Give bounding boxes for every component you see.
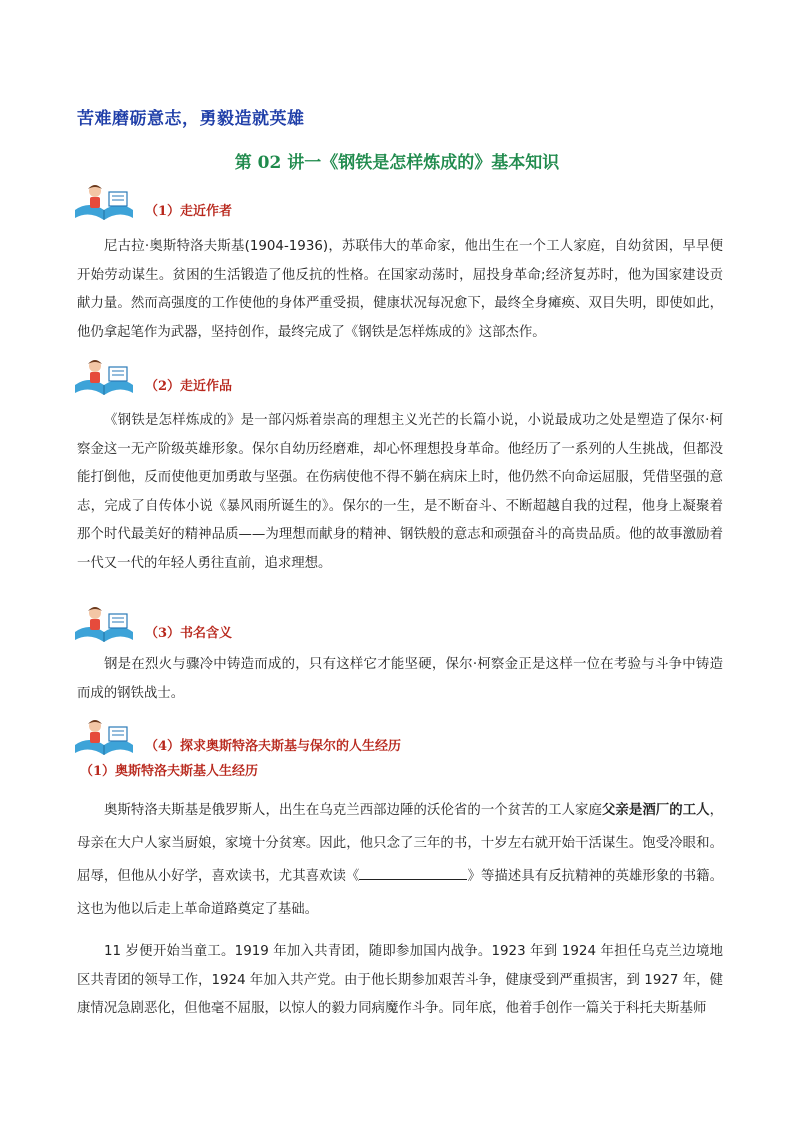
reading-child-icon	[73, 715, 135, 759]
life-bold-text: 父亲是酒厂的工人	[601, 803, 710, 818]
section-heading-work	[73, 355, 673, 399]
section-label: （1）走近作者	[145, 204, 233, 219]
life-text: ，母亲在大户人家当厨娘，家境十分贫寒。因此，他只念了三年的书，十岁左右就开始干活谋生。饱受冷眼和。屈辱，但他从小好学，喜欢读书，尤其喜欢读《	[77, 803, 724, 884]
section-heading-author	[73, 180, 673, 224]
header-title: 苦难磨砺意志，勇毅造就英雄	[77, 109, 305, 129]
fill-in-blank[interactable]	[359, 866, 467, 880]
meaning-paragraph: 钢是在烈火与骤冷中铸造而成的，只有这样它才能坚硬，保尔·柯察金正是这样一位在考验与斗争中铸造而成的钢铁战士。	[77, 657, 723, 701]
section-label: （2）走近作品	[145, 379, 233, 394]
section-heading-title-meaning	[73, 602, 673, 646]
reading-child-icon	[73, 355, 135, 399]
section-label: （4）探求奥斯特洛夫斯基与保尔的人生经历	[145, 739, 402, 754]
reading-child-icon	[73, 180, 135, 224]
subheading: （1）奥斯特洛夫斯基人生经历	[80, 764, 259, 779]
life-text: 奥斯特洛夫斯基是俄罗斯人，出生在乌克兰西部边陲的沃伦省的一个贫苦的工人家庭	[104, 803, 602, 818]
author-paragraph: 尼古拉·奥斯特洛夫斯基(1904-1936)，苏联伟大的革命家，他出生在一个工人家庭，自幼贫困，早早便开始劳动谋生。贫困的生活锻造了他反抗的性格。在国家动荡时，屈投身革命;经济复苏时，他为国家建设贡献力量。然而高强度的工作使他的身体严重受损，健康状况每况愈下，最终全身瘫痪、双目失明，即使如此，他仍拿起笔作为武器，坚持创作，最终完成了《钢铁是怎样炼成的》这部杰作。	[77, 239, 723, 340]
section-label: （3）书名含义	[145, 626, 233, 641]
work-paragraph: 《钢铁是怎样炼成的》是一部闪烁着崇高的理想主义光芒的长篇小说，小说最成功之处是塑造了保尔·柯察金这一无产阶级英雄形象。保尔自幼历经磨难，却心怀理想投身革命。他经历了一系列的人生挑战，但都没能打倒他，反而使他更加勇敢与坚强。在伤病使他不得不躺在病床上时，他仍然不向命运屈服，凭借坚强的意志，完成了自传体小说《暴风雨所诞生的》。保尔的一生，是不断奋斗、不断超越自我的过程，他身上凝聚着那个时代最美好的精神品质——为理想而献身的精神、钢铁般的意志和顽强奋斗的高贵品质。他的故事激励着一代又一代的年轻人勇往直前，追求理想。	[77, 413, 723, 571]
career-paragraph: 11 岁便开始当童工。1919 年加入共青团，随即参加国内战争。1923 年到 1924 年担任乌克兰边境地区共青团的领导工作，1924 年加入共产党。由于他长期参加艰苦斗争，健康受到严重损害，到 1927 年，健康情况急剧恶化，但他毫不屈服，以惊人的毅力同病魔作斗争。同年底，他着手创作一篇关于科托夫斯基师	[77, 944, 723, 1016]
section-heading-life	[73, 715, 673, 759]
life-text: 》等描述具有反抗精神的英雄形象的书籍。这也为他以后走上革命道路奠定了基础。	[77, 869, 724, 917]
life-paragraph	[77, 794, 723, 926]
lecture-title: 第 02 讲一《钢铁是怎样炼成的》基本知识	[234, 153, 560, 173]
reading-child-icon	[73, 602, 135, 646]
